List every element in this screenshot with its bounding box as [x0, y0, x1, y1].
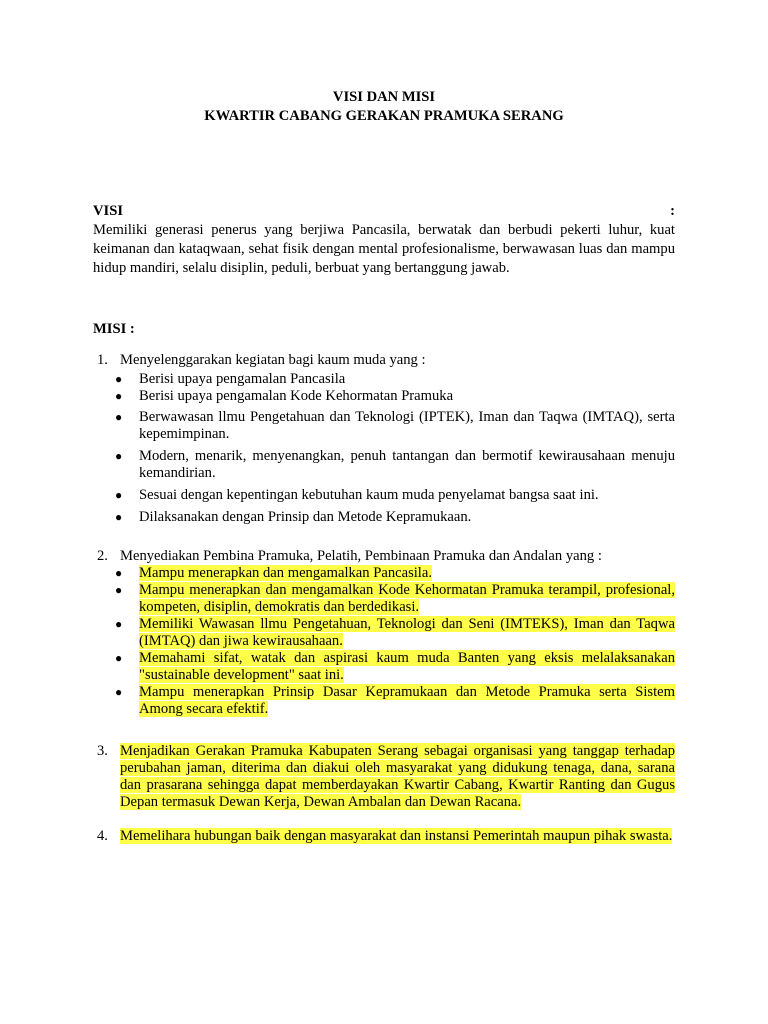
- misi-heading: MISI :: [93, 321, 135, 337]
- list-item: [93, 487, 675, 504]
- visi-section: [93, 202, 675, 278]
- list-item: [93, 409, 675, 443]
- bullet-text: Berisi upaya pengamalan Pancasila: [139, 371, 346, 387]
- bullet-text: Dilaksanakan dengan Prinsip dan Metode Kepramukaan.: [139, 509, 472, 525]
- bullet-icon: ●: [115, 389, 123, 403]
- bullet-text: Sesuai dengan kepentingan kebutuhan kaum muda penyelamat bangsa saat ini.: [139, 487, 599, 503]
- misi-item-2: [93, 548, 675, 718]
- bullet-text: Memiliki Wawasan llmu Pengetahuan, Teknologi dan Seni (IMTEKS), Iman dan Taqwa (IMTAQ) dan jiwa kewirausahaan.: [139, 616, 675, 649]
- bullet-icon: ●: [115, 583, 123, 597]
- bullet-text: Mampu menerapkan Prinsip Dasar Kepramukaan dan Metode Pramuka serta Sistem Among secara efektif.: [139, 684, 675, 717]
- misi-item-4-text: Memelihara hubungan baik dengan masyarakat dan instansi Pemerintah maupun pihak swasta.: [120, 828, 673, 844]
- list-item: [93, 650, 675, 684]
- bullet-icon: ●: [115, 617, 123, 631]
- bullet-text: Berisi upaya pengamalan Kode Kehormatan Pramuka: [139, 388, 454, 404]
- misi-item-3-text: Menjadikan Gerakan Pramuka Kabupaten Serang sebagai organisasi yang tanggap terhadap perubahan jaman, diterima dan diakui oleh masyarakat yang didukung tenaga, dana, sarana dan prasarana sehingga dapat memberdayakan Kwartir Cabang, Kwartir Ranting dan Gugus Depan termasuk Dewan Kerja, Dewan Ambalan dan Dewan Racana.: [120, 743, 675, 810]
- misi-item-4-line: [93, 828, 675, 845]
- visi-label: VISI: [93, 203, 124, 219]
- misi-item-1-number: 1.: [97, 352, 108, 368]
- bullet-text: Mampu menerapkan dan mengamalkan Kode Kehormatan Pramuka terampil, profesional, kompeten, disiplin, demokratis dan berdedikasi.: [139, 582, 675, 615]
- list-item: [93, 388, 675, 405]
- bullet-text: Memahami sifat, watak dan aspirasi kaum muda Banten yang eksis melalaksanakan "sustainable development" saat ini.: [139, 650, 675, 683]
- bullet-text: Berwawasan llmu Pengetahuan dan Teknologi (IPTEK), Iman dan Taqwa (IMTAQ), serta kepemimpinan.: [139, 409, 675, 442]
- visi-text: Memiliki generasi penerus yang berjiwa Pancasila, berwatak dan berbudi pekerti luhur, kuat keimanan dan kataqwaan, sehat fisik dengan mental profesionalisme, berwawasan luas dan mampu hidup mandiri, selalu disiplin, peduli, berbuat yang bertanggung jawab.: [93, 222, 675, 276]
- list-item: [93, 684, 675, 718]
- list-item: [93, 616, 675, 650]
- misi-item-1-text: Menyelenggarakan kegiatan bagi kaum muda yang :: [120, 352, 426, 368]
- title-line-2: KWARTIR CABANG GERAKAN PRAMUKA SERANG: [204, 108, 564, 124]
- list-item: [93, 371, 675, 388]
- misi-item-3: [93, 743, 675, 811]
- visi-colon: :: [670, 203, 675, 219]
- misi-item-2-number: 2.: [97, 548, 108, 564]
- misi-item-3-line: [93, 743, 675, 811]
- misi-item-3-number: 3.: [97, 743, 108, 759]
- bullet-text: Modern, menarik, menyenangkan, penuh tantangan dan bermotif kewirausahaan menuju kemandirian.: [139, 448, 675, 481]
- misi-item-2-bullets: [93, 565, 675, 718]
- list-item: [93, 565, 675, 582]
- bullet-icon: ●: [115, 685, 123, 699]
- list-item: [93, 509, 675, 526]
- misi-item-1-bullets: [93, 371, 675, 526]
- misi-item-2-text: Menyediakan Pembina Pramuka, Pelatih, Pembinaan Pramuka dan Andalan yang :: [120, 548, 602, 564]
- bullet-icon: ●: [115, 488, 123, 502]
- bullet-icon: ●: [115, 566, 123, 580]
- bullet-icon: ●: [115, 372, 123, 386]
- misi-item-1-line: [93, 352, 675, 369]
- misi-item-2-line: [93, 548, 675, 565]
- list-item: [93, 448, 675, 482]
- bullet-text: Mampu menerapkan dan mengamalkan Pancasila.: [139, 565, 432, 581]
- bullet-icon: ●: [115, 449, 123, 463]
- title-line-1: VISI DAN MISI: [332, 89, 436, 105]
- misi-item-1: [93, 352, 675, 526]
- misi-item-4: [93, 828, 675, 845]
- list-item: [93, 582, 675, 616]
- bullet-icon: ●: [115, 651, 123, 665]
- document-title: [93, 88, 675, 126]
- bullet-icon: ●: [115, 410, 123, 424]
- document-page: [93, 0, 675, 1024]
- bullet-icon: ●: [115, 510, 123, 524]
- misi-item-4-number: 4.: [97, 828, 108, 844]
- visi-heading-row: [93, 202, 675, 221]
